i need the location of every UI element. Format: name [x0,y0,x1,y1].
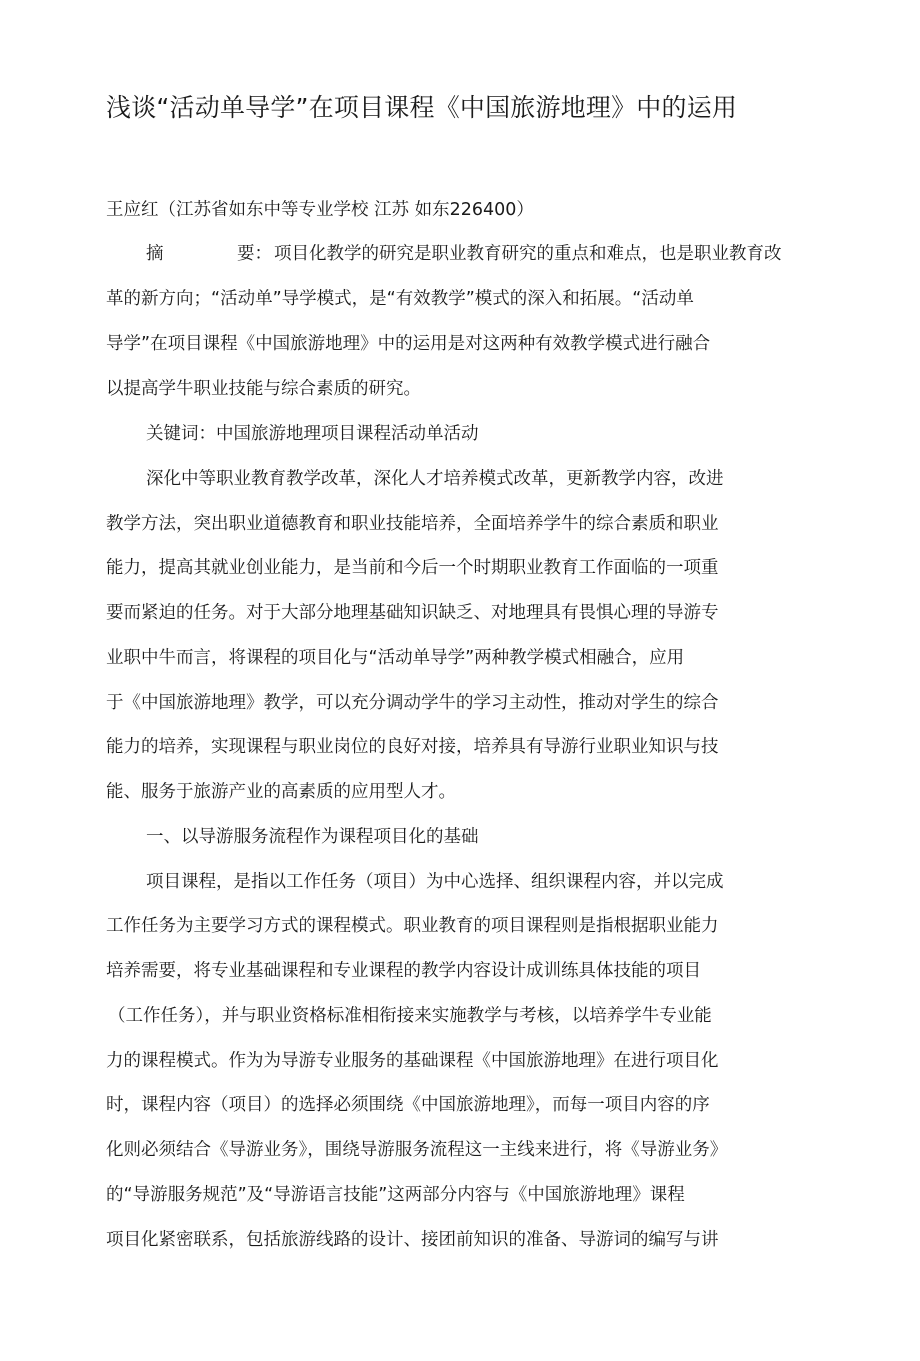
paragraph-line: 于《中国旅游地理》教学，可以充分调动学牛的学习主动性，推动对学生的综合 [106,693,719,713]
paragraph-line: 要而紧迫的任务。对于大部分地理基础知识缺乏、对地理具有畏惧心理的导游专 [106,603,719,623]
paragraph-line: 项目课程，是指以工作任务（项目）为中心选择、组织课程内容，并以完成 [146,872,724,892]
author-line: 王应红（江苏省如东中等专业学校 江苏 如东226400） [106,200,534,220]
section-heading: 一、以导游服务流程作为课程项目化的基础 [146,827,479,847]
paragraph-line: 能力，提高其就业创业能力，是当前和今后一个时期职业教育工作面临的一项重 [106,558,719,578]
paragraph-line: 时，课程内容（项目）的选择必须围绕《中国旅游地理》，而每一项目内容的序 [106,1095,710,1115]
paragraph-line: 的“导游服务规范”及“导游语言技能”这两部分内容与《中国旅游地理》课程 [106,1185,685,1205]
paragraph-line: 项目化紧密联系，包括旅游线路的设计、接团前知识的准备、导游词的编写与讲 [106,1230,719,1250]
abstract-line: 革的新方向；“活动单”导学模式，是“有效教学”模式的深入和拓展。“活动单 [106,289,694,309]
paragraph-line: 教学方法，突出职业道德教育和职业技能培养，全面培养学牛的综合素质和职业 [106,514,719,534]
paragraph-line: （工作任务），并与职业资格标准相衔接来实施教学与考核，以培养学牛专业能 [108,1006,712,1026]
abstract-line: 以提高学牛职业技能与综合素质的研究。 [106,379,421,399]
paragraph-line: 工作任务为主要学习方式的课程模式。职业教育的项目课程则是指根据职业能力 [106,916,719,936]
paragraph-line: 能力的培养，实现课程与职业岗位的良好对接，培养具有导游行业职业知识与技 [106,737,719,757]
paragraph-line: 深化中等职业教育教学改革，深化人才培养模式改革，更新教学内容，改进 [146,469,724,489]
abstract-label-char2: 要： [237,244,272,264]
paragraph-line: 业职中牛而言，将课程的项目化与“活动单导学”两种教学模式相融合，应用 [106,648,685,668]
document-title: 浅谈“活动单导学”在项目课程《中国旅游地理》中的运用 [106,93,738,122]
paragraph-line: 力的课程模式。作为为导游专业服务的基础课程《中国旅游地理》在进行项目化 [106,1051,719,1071]
paragraph-line: 培养需要，将专业基础课程和专业课程的教学内容设计成训练具体技能的项目 [106,961,701,981]
paragraph-line: 能、服务于旅游产业的高素质的应用型人才。 [106,782,456,802]
abstract-line: 项目化教学的研究是职业教育研究的重点和难点，也是职业教育改 [274,244,782,264]
abstract-label-char1: 摘 [146,244,164,264]
abstract-line: 导学”在项目课程《中国旅游地理》中的运用是对这两种有效教学模式进行融合 [106,334,711,354]
paragraph-line: 化则必须结合《导游业务》，围绕导游服务流程这一主线来进行，将《导游业务》 [106,1140,728,1160]
keywords-line: 关键词：中国旅游地理项目课程活动单活动 [146,424,479,444]
